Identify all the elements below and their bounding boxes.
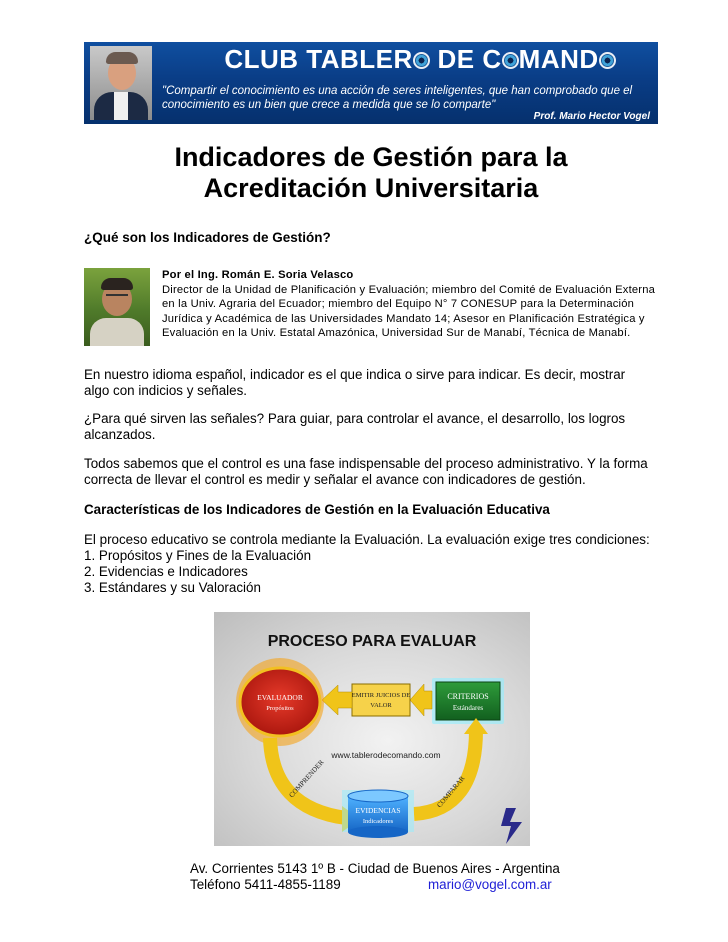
footer-phone: Teléfono 5411-4855-1189 [190, 877, 341, 892]
criterios-box [436, 682, 500, 720]
footer-email-link[interactable]: mario@vogel.com.ar [428, 877, 552, 892]
comparar-label: COMPARAR [435, 774, 467, 810]
paragraph: En nuestro idioma español, indicador es el que indica o sirve para indicar. Es decir, mostrar algo con indicios y señales. [84, 367, 626, 398]
diagram-svg [214, 612, 530, 846]
section-heading-2: Características de los Indicadores de Gestión en la Evaluación Educativa [84, 502, 550, 517]
evidencias-bottom [348, 826, 408, 838]
criterios-label: CRITERIOS [447, 692, 489, 701]
banner-quote: "Compartir el conocimiento es una acción de seres inteligentes, que han comprobado que el conocimiento es un bien que crece a medida que se lo comparte" [162, 85, 633, 111]
footer-address: Av. Corrientes 5143 1º B - Ciudad de Buenos Aires - Argentina [190, 861, 560, 876]
arrow-left [322, 685, 352, 715]
paragraph: ¿Para qué sirven las señales? Para guiar, para controlar el avance, el desarrollo, los logros alcanzados. [84, 411, 626, 442]
club-banner [84, 42, 658, 124]
diagram-website: www.tablerodecomando.com [331, 750, 441, 760]
criterios-sublabel: Estándares [452, 704, 484, 712]
eye-o-icon [413, 52, 430, 69]
footer [190, 861, 570, 893]
evidencias-top [348, 790, 408, 802]
evaluador-sublabel: Propósitos [266, 705, 294, 712]
paragraph: El proceso educativo se controla mediante la Evaluación. La evaluación exige tres condiciones: [84, 532, 650, 547]
page-title: Indicadores de Gestión para la Acreditación Universitaria [174, 142, 568, 203]
banner-author-photo [90, 46, 152, 120]
diagram-title: PROCESO PARA EVALUAR [267, 633, 477, 650]
evidencias-label: EVIDENCIAS [355, 806, 401, 815]
author-photo [84, 268, 150, 346]
lightning-icon [501, 808, 522, 844]
banner-author: Prof. Mario Hector Vogel [533, 111, 650, 122]
emitir-label-2: VALOR [370, 702, 392, 709]
emitir-box [352, 684, 410, 716]
eye-o-icon [599, 52, 616, 69]
list-item: 3. Estándares y su Valoración [84, 580, 261, 595]
evaluador-circle [240, 668, 320, 736]
comprender-label: COMPRENDER [287, 758, 326, 800]
evaluador-label: EVALUADOR [257, 693, 303, 702]
author-bio: Director de la Unidad de Planificación y Evaluación; miembro del Comité de Evaluación Externa en la Univ. Agraria del Ecuador; miembro del Equipo N° 7 CONESUP para la Determinación Jurídica y Académica de las Universidades Mandato 14; Asesor en Planificación Estratégica y Evaluación en la Univ. Estatal Amazónica, Universidad Sur de Manabí, Técnica de Manabí. [162, 283, 656, 339]
emitir-label-1: EMITIR JUICIOS DE [351, 692, 411, 699]
banner-title: CLUB TABLER DE C MAND [200, 44, 640, 75]
conditions-block [84, 532, 654, 596]
process-diagram [214, 612, 530, 846]
author-byline: Por el Ing. Román E. Soria Velasco [162, 269, 354, 281]
author-info [162, 268, 662, 341]
section-heading: ¿Qué son los Indicadores de Gestión? [84, 230, 331, 245]
arrow-left [410, 684, 432, 716]
list-item: 2. Evidencias e Indicadores [84, 564, 248, 579]
eye-o-icon [502, 52, 519, 69]
evidencias-sublabel: Indicadores [362, 818, 394, 825]
list-item: 1. Propósitos y Fines de la Evaluación [84, 548, 312, 563]
paragraph: Todos sabemos que el control es una fase indispensable del proceso administrativo. Y la forma correcta de llevar el control es medir y señalar el avance con indicadores de gestión. [84, 456, 648, 487]
